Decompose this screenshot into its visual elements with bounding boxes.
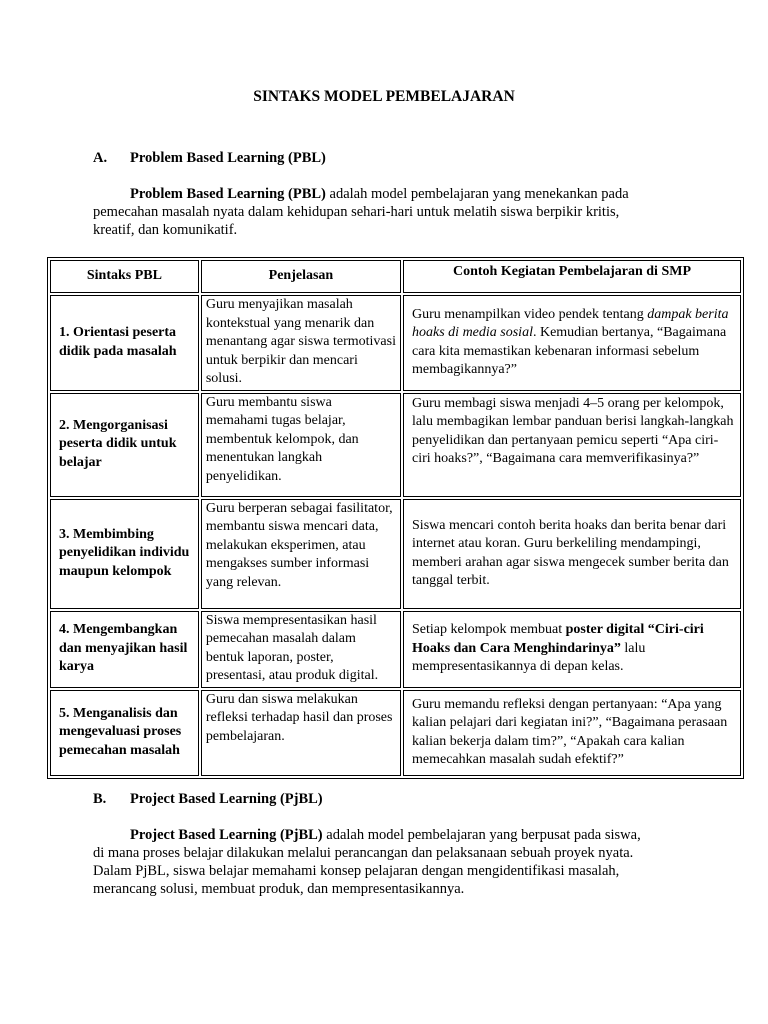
section-b-line-4: merancang solusi, membuat produk, dan mempresentasikannya. [93,881,465,897]
table-row [50,393,741,497]
step-cell: 3. Membimbing penyelidikan individu maupun kelompok [50,499,199,609]
section-b-letter: B. [93,791,107,807]
table-header-row [50,260,741,293]
section-a-paragraph [93,185,693,239]
step-cell: 2. Mengorganisasi peserta didik untuk belajar [50,393,199,497]
step-cell: 4. Mengembangkan dan menyajikan hasil karya [50,611,199,688]
section-a-line-3: kreatif, dan komunikatif. [93,222,238,238]
section-a-term: Problem Based Learning (PBL) [130,186,326,202]
section-a-line-2: pemecahan masalah nyata dalam kehidupan sehari-hari untuk melatih siswa berpikir kritis, [93,204,620,220]
table-row [50,499,741,609]
example-italic-text: dampak berita hoaks di media sosial [412,306,729,341]
explain-cell: Guru menyajikan masalah kontekstual yang menarik dan menantang agar siswa termotivasi untuk berpikir dan mencari solusi. [201,295,401,391]
header-sintaks: Sintaks PBL [50,260,199,293]
table-row [50,611,741,688]
example-cell: Guru memandu refleksi dengan pertanyaan: “Apa yang kalian pelajari dari kegiatan ini?”, “Bagaimana perasaan kalian bekerja dalam tim?”, “Apakah cara kalian memecahkan masalah sudah efektif?” [403,690,741,776]
example-text: . Kemudian bertanya, “Bagaimana cara kita memastikan kebenaran informasi sebelum membagikannya?” [412,325,727,378]
example-cell [403,295,741,391]
section-a-line-1: adalah model pembelajaran yang menekankan pada [325,186,629,202]
section-b-term: Project Based Learning (PjBL) [130,827,323,843]
step-cell: 1. Orientasi peserta didik pada masalah [50,295,199,391]
section-b-line-3: Dalam PjBL, siswa belajar memahami konsep pelajaran dengan mengidentifikasi masalah, [93,863,620,879]
example-text: Guru menampilkan video pendek tentang [412,306,648,322]
example-text: Setiap kelompok membuat [412,622,566,638]
section-a-title: Problem Based Learning (PBL) [130,150,326,166]
section-a-letter: A. [93,150,108,166]
example-text: lalu mempresentasikannya di depan kelas. [412,640,646,675]
header-contoh: Contoh Kegiatan Pembelajaran di SMP [403,260,741,293]
table-row [50,690,741,776]
explain-cell: Guru membantu siswa memahami tugas belajar, membentuk kelompok, dan menentukan langkah penyelidikan. [201,393,401,497]
header-penjelasan: Penjelasan [201,260,401,293]
section-b-line-2: di mana proses belajar dilakukan melalui perancangan dan pelaksanaan sebuah proyek nyata. [93,845,634,861]
example-cell [403,611,741,688]
example-bold-text: poster digital “Ciri-ciri Hoaks dan Cara Menghindarinya” [412,622,704,656]
page-title: SINTAKS MODEL PEMBELAJARAN [253,88,515,105]
section-b-title: Project Based Learning (PjBL) [130,791,323,807]
section-b-paragraph [93,826,693,898]
example-cell: Siswa mencari contoh berita hoaks dan berita benar dari internet atau koran. Guru berkeliling mendampingi, memberi arahan agar siswa mengecek sumber berita dan tanggal terbit. [403,499,741,609]
example-cell: Guru membagi siswa menjadi 4–5 orang per kelompok, lalu membagikan lembar panduan berisi langkah-langkah penyelidikan dan pertanyaan pemicu seperti “Apa ciri-ciri hoaks?”, “Bagaimana cara memverifikasinya?” [403,393,741,497]
step-cell: 5. Menganalisis dan mengevaluasi proses pemecahan masalah [50,690,199,776]
table-row [50,295,741,391]
section-b-heading [93,791,323,808]
pbl-syntax-table [47,257,744,779]
explain-cell: Guru berperan sebagai fasilitator, membantu siswa mencari data, melakukan eksperimen, atau mengakses sumber informasi yang relevan. [201,499,401,609]
explain-cell: Guru dan siswa melakukan refleksi terhadap hasil dan proses pembelajaran. [201,690,401,776]
explain-cell: Siswa mempresentasikan hasil pemecahan masalah dalam bentuk laporan, poster, presentasi, atau produk digital. [201,611,401,688]
section-b-line-1: adalah model pembelajaran yang berpusat pada siswa, [322,827,641,843]
section-a-heading [93,150,326,167]
